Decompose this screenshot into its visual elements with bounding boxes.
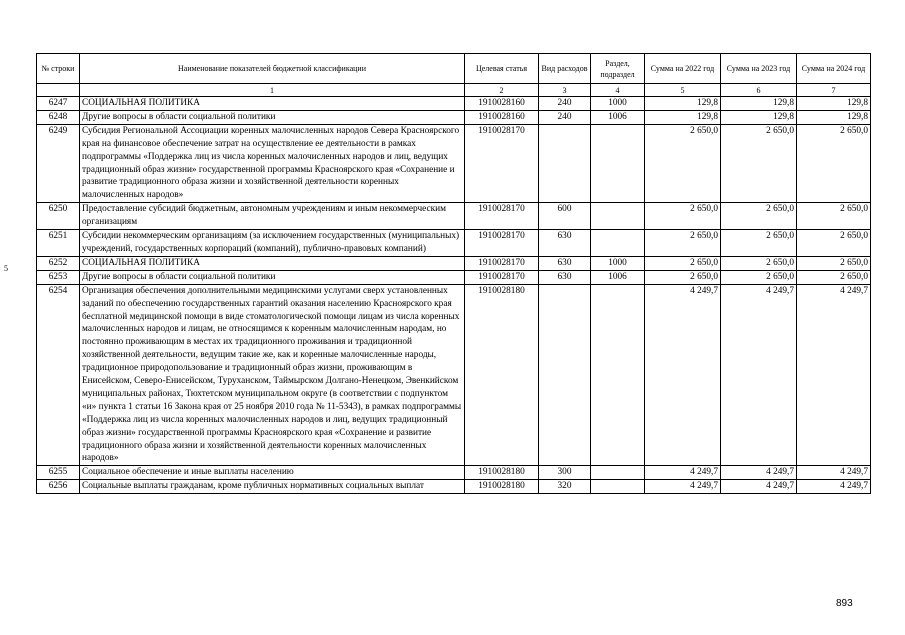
- row-name: Субсидии некоммерческим организациям (за исключением государственных (муниципальных) учреждений, государственных корпораций (компаний), публично-правовых компаний): [80, 230, 465, 257]
- row-name: Другие вопросы в области социальной политики: [80, 110, 465, 124]
- header-row: [37, 54, 871, 84]
- row-number: 6254: [37, 284, 80, 466]
- table-row: [37, 480, 871, 494]
- row-sum-2023: 2 650,0: [721, 124, 797, 202]
- margin-mark: 5: [4, 264, 8, 273]
- row-name: Субсидия Региональной Ассоциации коренных малочисленных народов Севера Красноярского края на финансовое обеспечение затрат на осуществление ее деятельности в рамках подпрограммы «Поддержка лиц из числа коренных малочисленных народов и лиц, ведущих традиционный образ жизни» государственной программы Красноярского края «Сохранение и развитие традиционного образа жизни и хозяйственной деятельности коренных малочисленных народов»: [80, 124, 465, 202]
- header-sum-2023: Сумма на 2023 год: [721, 54, 797, 84]
- row-sum-2023: 2 650,0: [721, 203, 797, 230]
- header-section: Раздел, подраздел: [591, 54, 645, 84]
- row-kind: 300: [539, 466, 591, 480]
- table-row: [37, 97, 871, 111]
- row-kind: [539, 124, 591, 202]
- row-sum-2023: 4 249,7: [721, 480, 797, 494]
- row-sum-2022: 4 249,7: [645, 284, 721, 466]
- table-row: [37, 256, 871, 270]
- row-sum-2023: 4 249,7: [721, 284, 797, 466]
- row-sum-2024: 2 650,0: [797, 256, 871, 270]
- header-kind: Вид расходов: [539, 54, 591, 84]
- budget-table: [36, 53, 871, 494]
- column-number: 4: [591, 84, 645, 97]
- row-target: 1910028180: [465, 466, 539, 480]
- row-number: 6247: [37, 97, 80, 111]
- header-row-no: № строки: [37, 54, 80, 84]
- row-sum-2024: 2 650,0: [797, 270, 871, 284]
- row-sum-2022: 4 249,7: [645, 480, 721, 494]
- row-sum-2024: 2 650,0: [797, 124, 871, 202]
- row-sum-2024: 129,8: [797, 110, 871, 124]
- row-number: 6251: [37, 230, 80, 257]
- row-kind: 600: [539, 203, 591, 230]
- row-kind: 240: [539, 110, 591, 124]
- row-number: 6248: [37, 110, 80, 124]
- column-number: [37, 84, 80, 97]
- row-number: 6253: [37, 270, 80, 284]
- row-number: 6250: [37, 203, 80, 230]
- row-sum-2022: 2 650,0: [645, 270, 721, 284]
- row-sum-2022: 129,8: [645, 110, 721, 124]
- page-number: 893: [836, 598, 853, 609]
- row-target: 1910028170: [465, 270, 539, 284]
- row-sum-2022: 129,8: [645, 97, 721, 111]
- row-target: 1910028170: [465, 230, 539, 257]
- row-number: 6256: [37, 480, 80, 494]
- row-target: 1910028180: [465, 480, 539, 494]
- row-name: СОЦИАЛЬНАЯ ПОЛИТИКА: [80, 256, 465, 270]
- row-section: [591, 480, 645, 494]
- table-row: [37, 284, 871, 466]
- row-sum-2023: 129,8: [721, 97, 797, 111]
- row-section: [591, 466, 645, 480]
- table-row: [37, 270, 871, 284]
- row-sum-2024: 129,8: [797, 97, 871, 111]
- row-target: 1910028170: [465, 203, 539, 230]
- row-number: 6255: [37, 466, 80, 480]
- row-kind: [539, 284, 591, 466]
- column-number: 3: [539, 84, 591, 97]
- row-section: [591, 124, 645, 202]
- row-kind: 320: [539, 480, 591, 494]
- header-sum-2024: Сумма на 2024 год: [797, 54, 871, 84]
- row-sum-2023: 4 249,7: [721, 466, 797, 480]
- row-sum-2023: 2 650,0: [721, 230, 797, 257]
- row-sum-2022: 2 650,0: [645, 203, 721, 230]
- row-target: 1910028170: [465, 256, 539, 270]
- row-sum-2022: 2 650,0: [645, 124, 721, 202]
- row-section: 1000: [591, 97, 645, 111]
- row-section: 1000: [591, 256, 645, 270]
- row-section: 1006: [591, 270, 645, 284]
- row-sum-2022: 2 650,0: [645, 230, 721, 257]
- table-row: [37, 203, 871, 230]
- row-sum-2024: 4 249,7: [797, 284, 871, 466]
- row-sum-2022: 4 249,7: [645, 466, 721, 480]
- row-sum-2023: 2 650,0: [721, 270, 797, 284]
- row-kind: 630: [539, 256, 591, 270]
- row-sum-2024: 4 249,7: [797, 466, 871, 480]
- row-target: 1910028160: [465, 110, 539, 124]
- column-number: 6: [721, 84, 797, 97]
- row-sum-2024: 4 249,7: [797, 480, 871, 494]
- row-kind: 630: [539, 270, 591, 284]
- column-number: 2: [465, 84, 539, 97]
- row-section: 1006: [591, 110, 645, 124]
- header-name: Наименование показателей бюджетной классификации: [80, 54, 465, 84]
- row-name: Предоставление субсидий бюджетным, автономным учреждениям и иным некоммерческим организациям: [80, 203, 465, 230]
- row-name: Социальное обеспечение и иные выплаты населению: [80, 466, 465, 480]
- row-sum-2023: 129,8: [721, 110, 797, 124]
- column-number-row: [37, 84, 871, 97]
- column-number: 1: [80, 84, 465, 97]
- row-kind: 240: [539, 97, 591, 111]
- row-name: Другие вопросы в области социальной политики: [80, 270, 465, 284]
- column-number: 7: [797, 84, 871, 97]
- row-target: 1910028160: [465, 97, 539, 111]
- row-kind: 630: [539, 230, 591, 257]
- table-row: [37, 230, 871, 257]
- column-number: 5: [645, 84, 721, 97]
- row-name: Организация обеспечения дополнительными медицинскими услугами сверх установленных заданий по обеспечению государственных гарантий оказания населению Красноярского края бесплатной медицинской помощи в виде стоматологической помощи лицам из числа коренных малочисленных народов и лицам, не относящимся к коренным малочисленным народам, но постоянно проживающим в местах их традиционного проживания и традиционной хозяйственной деятельности, ведущим такие же, как и коренные малочисленные народы, традиционное природопользование и традиционный образ жизни, проживающим в Енисейском, Северо-Енисейском, Туруханском, Таймырском Долгано-Ненецком, Эвенкийском муниципальных районах, Тюхтетском муниципальном округе (в соответствии с подпунктом «и» пункта 1 статьи 16 Закона края от 25 ноября 2010 года № 11-5343), в рамках подпрограммы «Поддержка лиц из числа коренных малочисленных народов и лиц, ведущих традиционный образ жизни» государственной программы Красноярского края «Сохранение и развитие традиционного образа жизни и хозяйственной деятельности коренных малочисленных народов»: [80, 284, 465, 466]
- table-row: [37, 124, 871, 202]
- row-section: [591, 230, 645, 257]
- row-name: СОЦИАЛЬНАЯ ПОЛИТИКА: [80, 97, 465, 111]
- row-target: 1910028180: [465, 284, 539, 466]
- row-number: 6252: [37, 256, 80, 270]
- row-sum-2022: 2 650,0: [645, 256, 721, 270]
- row-sum-2024: 2 650,0: [797, 203, 871, 230]
- row-sum-2023: 2 650,0: [721, 256, 797, 270]
- table-row: [37, 466, 871, 480]
- row-section: [591, 284, 645, 466]
- table-row: [37, 110, 871, 124]
- row-section: [591, 203, 645, 230]
- row-target: 1910028170: [465, 124, 539, 202]
- header-sum-2022: Сумма на 2022 год: [645, 54, 721, 84]
- row-number: 6249: [37, 124, 80, 202]
- row-sum-2024: 2 650,0: [797, 230, 871, 257]
- row-name: Социальные выплаты гражданам, кроме публичных нормативных социальных выплат: [80, 480, 465, 494]
- header-target: Целевая статья: [465, 54, 539, 84]
